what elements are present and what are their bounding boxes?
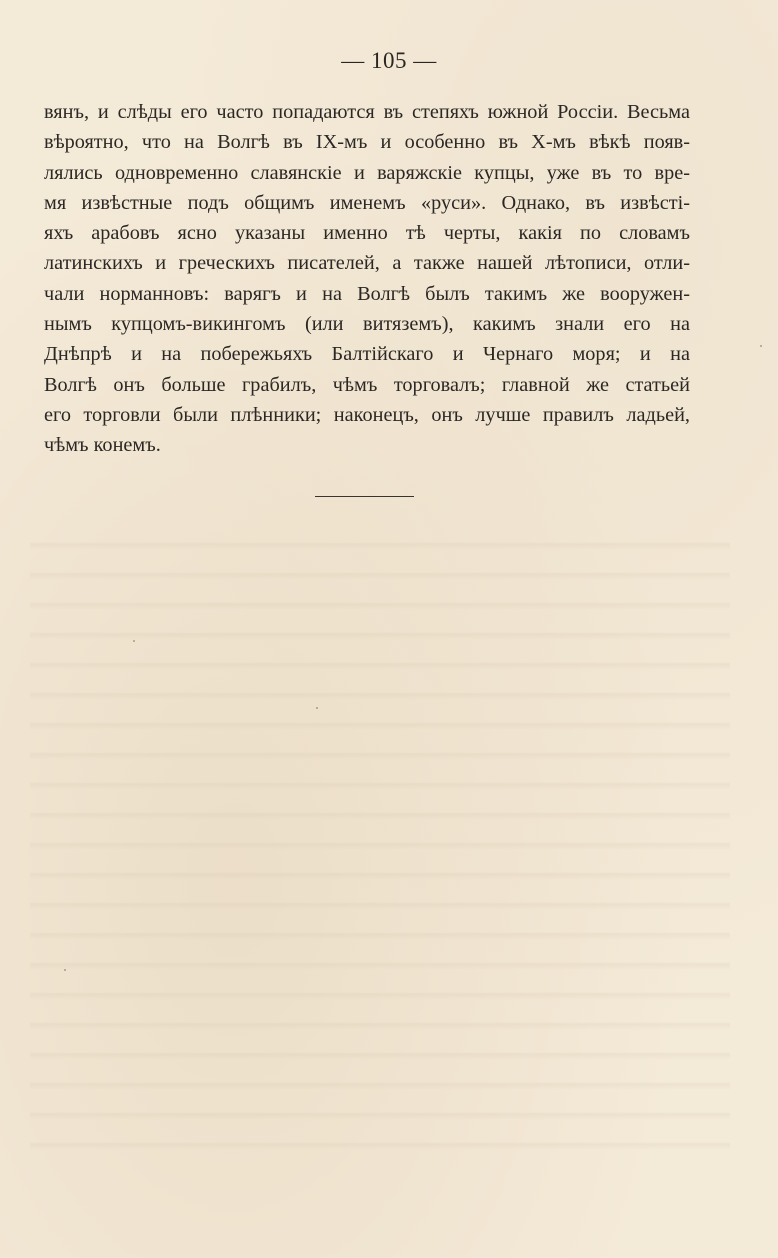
text-line: нымъ купцомъ-викингомъ (или витяземъ), какимъ знали его на [44,313,690,336]
paper-speck [760,345,762,347]
paper-speck [316,707,318,709]
text-line: его торговли были плѣнники; наконецъ, онъ лучше правилъ ладьей, [44,403,690,426]
text-line: чали норманновъ: варягъ и на Волгѣ былъ такимъ же вооружен- [44,282,690,305]
section-end-rule [315,496,414,497]
body-paragraph [44,97,690,461]
text-line: Волгѣ онъ больше грабилъ, чѣмъ торговалъ; главной же статьей [44,373,690,396]
text-line: вянъ, и слѣды его часто попадаются въ степяхъ южной Россіи. Весьма [44,101,690,123]
text-line: вѣроятно, что на Волгѣ въ IX-мъ и особенно въ X-мъ вѣкѣ появ- [44,131,690,154]
text-line: яхъ арабовъ ясно указаны именно тѣ черты, какія по словамъ [44,222,690,245]
text-line: мя извѣстные подъ общимъ именемъ «руси». Однако, въ извѣсті- [44,191,690,214]
text-line: чѣмъ конемъ. [44,434,161,457]
text-line: латинскихъ и греческихъ писателей, а также нашей лѣтописи, отли- [44,252,690,275]
text-line: Днѣпрѣ и на побережьяхъ Балтійскаго и Чернаго моря; и на [44,343,690,366]
text-line: лялись одновременно славянскіе и варяжскіе купцы, уже въ то вре- [44,161,690,184]
show-through-texture [30,520,730,1160]
paper-speck [64,969,66,971]
paper-speck [133,640,135,642]
page-number: — 105 — [341,48,437,73]
